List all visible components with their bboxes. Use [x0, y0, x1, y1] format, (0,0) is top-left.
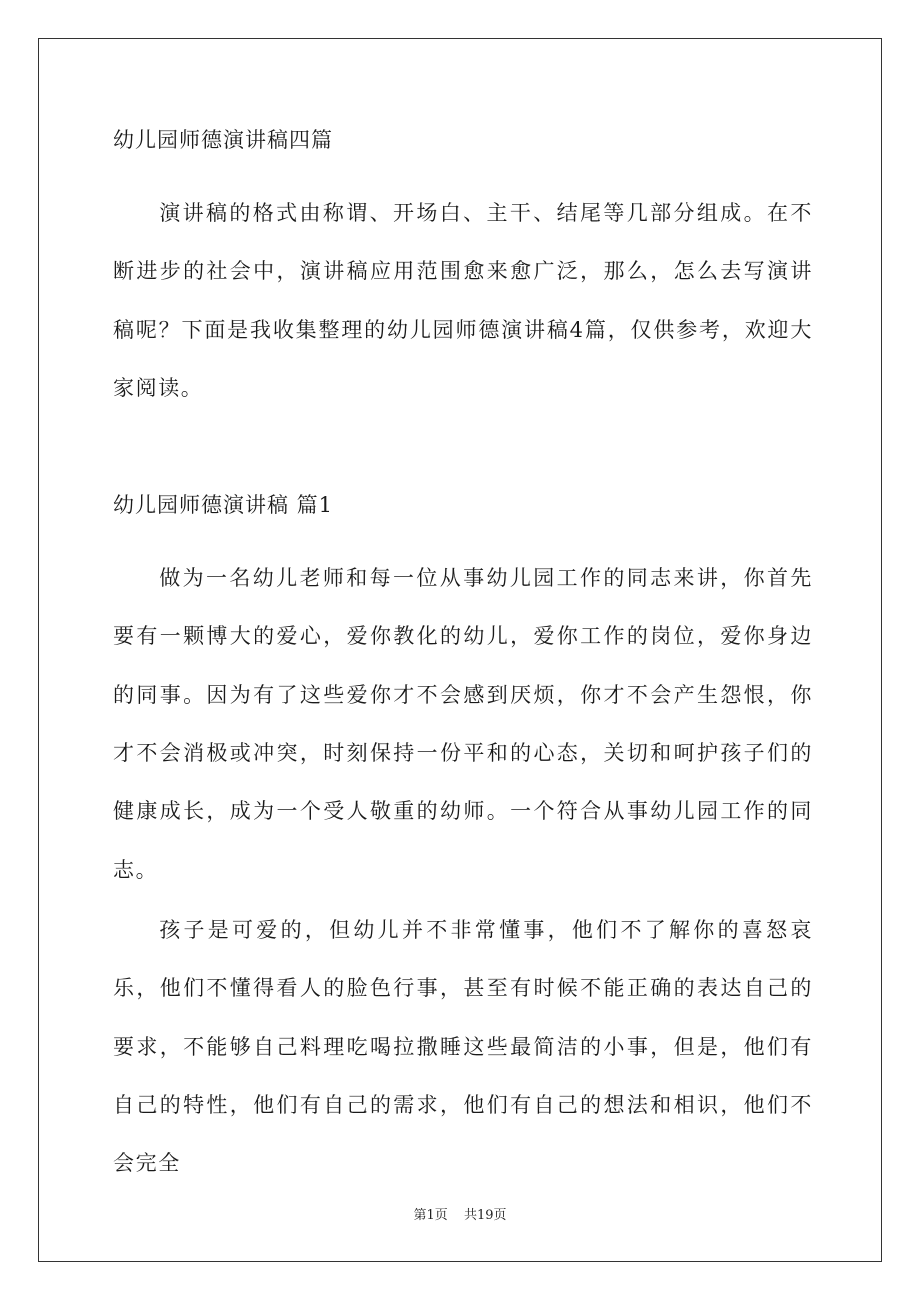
page-number: 第1页 [413, 1208, 448, 1223]
section-heading: 幼儿园师德演讲稿 篇1 [113, 493, 334, 518]
document-title: 幼儿园师德演讲稿四篇 [113, 128, 333, 152]
page-footer [0, 1204, 920, 1223]
document-body [113, 120, 813, 1192]
body-paragraph: 做为一名幼儿老师和每一位从事幼儿园工作的同志来讲，你首先要有一颗博大的爱心，爱你教化的幼儿，爱你工作的岗位，爱你身边的同事。因为有了这些爱你才不会感到厌烦，你才不会产生怨恨，你才不会消极或冲突，时刻保持一份平和的心态，关切和呵护孩子们的健康成长，成为一个受人敬重的幼师。一个符合从事幼儿园工作的同志。 [113, 566, 813, 882]
body-paragraph: 孩子是可爱的，但幼儿并不非常懂事，他们不了解你的喜怒哀乐，他们不懂得看人的脸色行事，甚至有时候不能正确的表达自己的要求，不能够自己料理吃喝拉撒睡这些最简洁的小事，但是，他们有自己的特性，他们有自己的需求，他们有自己的想法和相识，他们不会完全 [113, 917, 813, 1176]
intro-paragraph: 演讲稿的格式由称谓、开场白、主干、结尾等几部分组成。在不断进步的社会中，演讲稿应用范围愈来愈广泛，那么，怎么去写演讲稿呢？下面是我收集整理的幼儿园师德演讲稿4篇，仅供参考，欢迎大家阅读。 [113, 201, 813, 400]
page-total: 共19页 [463, 1208, 507, 1223]
